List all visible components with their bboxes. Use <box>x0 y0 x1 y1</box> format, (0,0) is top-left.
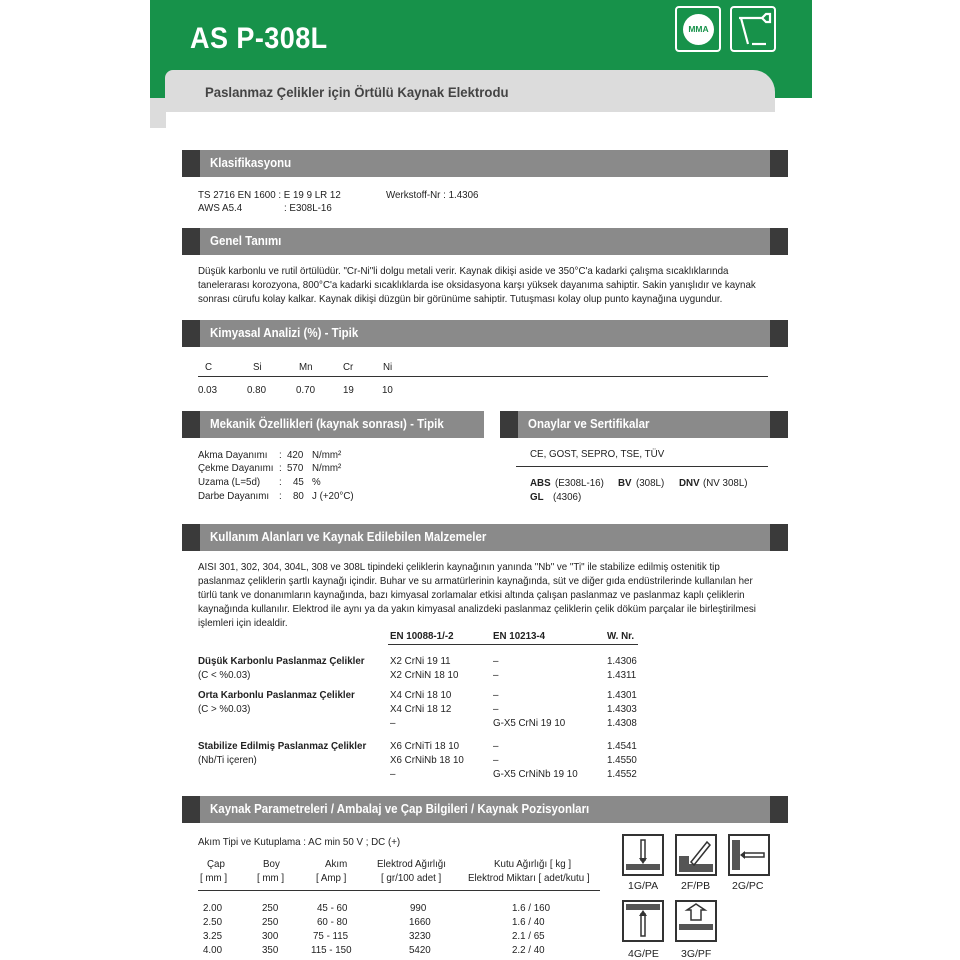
chem-val-mn: 0.70 <box>296 384 316 396</box>
product-subtitle: Paslanmaz Çelikler için Örtülü Kaynak Elektrodu <box>205 84 509 100</box>
section-cap-right <box>770 228 788 255</box>
divider <box>516 466 768 467</box>
chem-val-c: 0.03 <box>198 384 218 396</box>
usage-line-2: paslanmaz çeliklerin şartlı kaynağı içindir. Buhar ve su armatürlerinin kaynağında, süt ve diğer gıda endüstrilerinde kullanılan her <box>198 575 753 587</box>
material-cell: X4 CrNi 18 10 <box>390 689 452 701</box>
param-header-unit: [ mm ] <box>200 872 228 884</box>
approval-gl-grade: (4306) <box>553 491 582 503</box>
mech-sep: : <box>279 462 282 474</box>
material-cell: X2 CrNiN 18 10 <box>390 669 459 681</box>
usage-line-5: işlemleri için idealdir. <box>198 617 288 629</box>
material-cell: – <box>493 655 499 667</box>
param-header: Elektrod Ağırlığı <box>377 858 446 870</box>
material-cell: – <box>493 754 499 766</box>
param-cell: 2.2 / 40 <box>512 944 545 956</box>
param-cell: 350 <box>262 944 279 956</box>
mech-value: 80 <box>293 490 304 502</box>
position-2g-icon <box>728 834 770 876</box>
param-cell: 60 - 80 <box>317 916 348 928</box>
usage-line-1: AISI 301, 302, 304, 304L, 308 ve 308L tipindeki çeliklerin kaynağının yanında "Nb" ve "Ti" ile stabilize edilmiş ostenitik tip <box>198 561 720 573</box>
param-header-unit: [ Amp ] <box>316 872 347 884</box>
section-cap-right <box>770 150 788 177</box>
position-2f-icon <box>675 834 717 876</box>
product-title: AS P-308L <box>190 22 328 55</box>
section-cap-right <box>770 411 788 438</box>
materials-header-en10213: EN 10213-4 <box>493 630 546 642</box>
material-group-sub: (C < %0.03) <box>198 669 251 681</box>
param-header-unit: Elektrod Miktarı [ adet/kutu ] <box>468 872 590 884</box>
class-aws: AWS A5.4 <box>198 202 243 214</box>
material-cell: – <box>493 703 499 715</box>
chem-el-c: C <box>205 361 213 373</box>
position-label: 2F/PB <box>681 880 711 892</box>
material-group-name: Düşük Karbonlu Paslanmaz Çelikler <box>198 655 365 667</box>
section-genel-tanimi: Genel Tanımı <box>182 228 770 255</box>
position-3g-icon <box>675 900 717 942</box>
usage-line-4: kaynağında kullanılır. Elektrod ile aynı ya da yakın kimyasal analizdeki paslanmaz çeliklerin çelik döküm parçalar ile birleştirilmesi <box>198 603 756 615</box>
approval-gl: GL <box>530 491 544 503</box>
section-parametre: Kaynak Parametreleri / Ambalaj ve Çap Bilgileri / Kaynak Pozisyonları <box>182 796 770 823</box>
section-klasifikasyonu: Klasifikasyonu <box>182 150 770 177</box>
section-cap-left <box>182 796 200 823</box>
material-cell: 1.4552 <box>607 768 637 780</box>
mech-label: Uzama (L=5d) <box>198 476 261 488</box>
class-aws-value: : E308L-16 <box>284 202 332 214</box>
mech-sep: : <box>279 476 282 488</box>
param-cell: 3.25 <box>203 930 223 942</box>
material-cell: 1.4303 <box>607 703 637 715</box>
section-cap-right <box>770 796 788 823</box>
mech-sep: : <box>279 449 282 461</box>
section-cap-left <box>182 411 200 438</box>
section-cap-left <box>182 320 200 347</box>
param-cell: 1.6 / 40 <box>512 916 545 928</box>
banner-side-band <box>150 98 166 128</box>
param-header: Akım <box>325 858 348 870</box>
material-cell: 1.4541 <box>607 740 637 752</box>
param-cell: 2.00 <box>203 902 223 914</box>
electrode-holder-icon <box>730 6 776 52</box>
divider <box>388 644 638 645</box>
mma-badge <box>675 6 721 52</box>
approval-abs-grade: (E308L-16) <box>555 477 604 489</box>
approval-abs: ABS <box>530 477 551 489</box>
param-cell: 75 - 115 <box>313 930 349 942</box>
mech-label: Çekme Dayanımı <box>198 462 274 474</box>
approval-bv-grade: (308L) <box>636 477 665 489</box>
material-cell: – <box>493 740 499 752</box>
param-header-unit: [ mm ] <box>257 872 285 884</box>
mech-unit: % <box>312 476 321 488</box>
approval-dnv-grade: (NV 308L) <box>703 477 748 489</box>
material-cell: – <box>390 717 396 729</box>
param-cell: 1.6 / 160 <box>512 902 551 914</box>
param-cell: 250 <box>262 902 279 914</box>
mech-sep: : <box>279 490 282 502</box>
param-cell: 3230 <box>409 930 431 942</box>
material-cell: – <box>493 689 499 701</box>
param-cell: 250 <box>262 916 279 928</box>
param-cell: 2.50 <box>203 916 223 928</box>
position-label: 4G/PE <box>628 948 659 960</box>
position-4g-icon <box>622 900 664 942</box>
material-cell: G-X5 CrNi 19 10 <box>493 717 566 729</box>
material-cell: – <box>493 669 499 681</box>
param-cell: 2.1 / 65 <box>512 930 545 942</box>
mech-value: 570 <box>287 462 304 474</box>
position-label: 1G/PA <box>628 880 659 892</box>
section-onaylar: Onaylar ve Sertifikalar <box>500 411 770 438</box>
mech-value: 45 <box>293 476 304 488</box>
materials-header-wnr: W. Nr. <box>607 630 635 642</box>
genel-line-1: Düşük karbonlu ve rutil örtülüdür. "Cr-Ni"li dolgu metali verir. Kaynak dikişi aside ve 350°C'a kadarki çalışma sıcaklıklarında <box>198 265 729 277</box>
material-group-sub: (C > %0.03) <box>198 703 251 715</box>
material-group-name: Orta Karbonlu Paslanmaz Çelikler <box>198 689 355 701</box>
section-kullanim: Kullanım Alanları ve Kaynak Edilebilen Malzemeler <box>182 524 770 551</box>
mech-unit: J (+20°C) <box>312 490 354 502</box>
position-label: 3G/PF <box>681 948 712 960</box>
mech-value: 420 <box>287 449 304 461</box>
genel-line-3: sonrası cürufu kolay kalkar. Kaynak dikişi düzgün bir görünüme sahiptir. Tutuşması kolay olup punto kaynağına uygundur. <box>198 293 723 305</box>
chem-el-cr: Cr <box>343 361 354 373</box>
divider <box>198 376 768 377</box>
section-cap-left <box>500 411 518 438</box>
cert-list: CE, GOST, SEPRO, TSE, TÜV <box>530 448 665 460</box>
material-group-sub: (Nb/Ti içeren) <box>198 754 257 766</box>
param-cell: 4.00 <box>203 944 223 956</box>
material-cell: 1.4306 <box>607 655 637 667</box>
approval-dnv: DNV <box>679 477 700 489</box>
mech-unit: N/mm² <box>312 449 342 461</box>
current-type: Akım Tipi ve Kutuplama : AC min 50 V ; DC (+) <box>198 836 401 848</box>
param-header: Boy <box>263 858 280 870</box>
param-header: Çap <box>207 858 225 870</box>
chem-val-ni: 10 <box>382 384 393 396</box>
mma-icon: MMA <box>683 14 714 45</box>
chem-val-si: 0.80 <box>247 384 267 396</box>
param-cell: 300 <box>262 930 279 942</box>
materials-header-en10088: EN 10088-1/-2 <box>390 630 454 642</box>
section-mekanik: Mekanik Özellikleri (kaynak sonrası) - Tipik <box>182 411 484 438</box>
material-cell: X6 CrNiNb 18 10 <box>390 754 464 766</box>
mech-unit: N/mm² <box>312 462 342 474</box>
material-cell: 1.4550 <box>607 754 637 766</box>
section-cap-left <box>182 150 200 177</box>
chem-val-cr: 19 <box>343 384 354 396</box>
material-cell: X4 CrNi 18 12 <box>390 703 452 715</box>
param-header-unit: [ gr/100 adet ] <box>381 872 442 884</box>
param-cell: 115 - 150 <box>311 944 352 956</box>
param-cell: 1660 <box>409 916 431 928</box>
material-cell: – <box>390 768 396 780</box>
class-werkstoff: Werkstoff-Nr : 1.4306 <box>386 189 479 201</box>
chem-el-si: Si <box>253 361 262 373</box>
section-cap-left <box>182 228 200 255</box>
section-cap-left <box>182 524 200 551</box>
mech-label: Darbe Dayanımı <box>198 490 270 502</box>
material-cell: 1.4311 <box>607 669 637 681</box>
section-cap-right <box>770 524 788 551</box>
chem-el-ni: Ni <box>383 361 393 373</box>
section-cap-right <box>770 320 788 347</box>
position-1g-icon <box>622 834 664 876</box>
param-cell: 5420 <box>409 944 431 956</box>
param-header: Kutu Ağırlığı [ kg ] <box>494 858 572 870</box>
mech-label: Akma Dayanımı <box>198 449 268 461</box>
material-cell: G-X5 CrNiNb 19 10 <box>493 768 578 780</box>
material-cell: 1.4301 <box>607 689 637 701</box>
material-group-name: Stabilize Edilmiş Paslanmaz Çelikler <box>198 740 367 752</box>
material-cell: X6 CrNiTi 18 10 <box>390 740 460 752</box>
position-label: 2G/PC <box>732 880 764 892</box>
param-cell: 990 <box>410 902 427 914</box>
approval-bv: BV <box>618 477 632 489</box>
section-kimyasal: Kimyasal Analizi (%) - Tipik <box>182 320 770 347</box>
class-ts: TS 2716 EN 1600 : E 19 9 LR 12 <box>198 189 341 201</box>
usage-line-3: türlü tank ve donanımların kaynağında, bazı kimyasal zorlamalar etkisi altında çalışan paslanmaz ve paslanmaz kaplı çeliklerin <box>198 589 745 601</box>
chem-el-mn: Mn <box>299 361 313 373</box>
material-cell: X2 CrNi 19 11 <box>390 655 451 667</box>
genel-line-2: tanelerarası korozyona, 800°C'a kadarki sıcaklıklarda ise oksidasyona karşı yüksek dayanıma sahiptir. Sakin yanışlıdır ve kaynak <box>198 279 756 291</box>
divider <box>198 890 600 891</box>
material-cell: 1.4308 <box>607 717 637 729</box>
param-cell: 45 - 60 <box>317 902 348 914</box>
